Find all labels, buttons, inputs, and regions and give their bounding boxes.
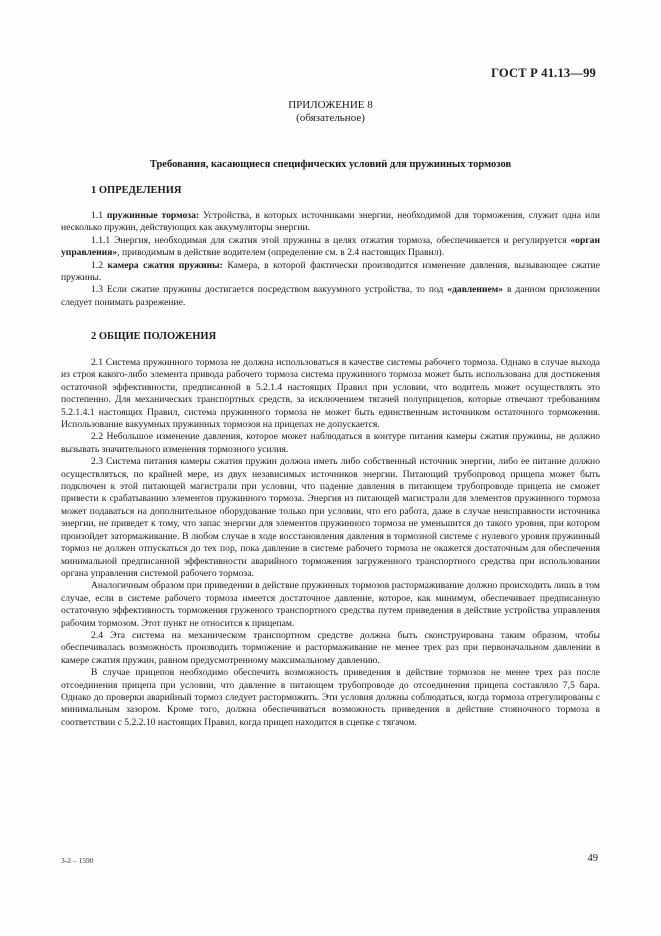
paragraph-number: 1.2	[91, 259, 108, 271]
paragraph-number: 1.1	[91, 210, 107, 221]
body-paragraph: 2.2 Небольшое изменение давления, которое может наблюдаться в контуре питания камеры сжатия пружины, не должно вызывать значительного изменения тормозного усилия.	[61, 431, 600, 455]
definition-paragraph	[61, 210, 600, 235]
term-label: «давлением»	[447, 284, 504, 296]
standard-code: ГОСТ Р 41.13—99	[491, 66, 596, 80]
definition-paragraph	[61, 260, 600, 285]
document-title: Требования, касающиеся специфических условий для пружинных тормозов	[149, 159, 512, 170]
paragraph-text: 1.3 Если сжатие пружины достигается посредством вакуумного устройства, то под	[91, 284, 448, 296]
definition-paragraph	[61, 235, 600, 260]
term-label: «орган управления»	[61, 234, 600, 259]
appendix-subtitle: (обязательное)	[296, 112, 365, 124]
paragraph-text: , приводимым в действие водителем (определение см. в 2.4 настоящих Правил).	[117, 247, 445, 259]
appendix-title: ПРИЛОЖЕНИЕ 8	[288, 99, 373, 111]
section-heading-definitions: 1 ОПРЕДЕЛЕНИЯ	[91, 185, 182, 196]
general-body	[61, 357, 600, 729]
page-number: 49	[587, 853, 598, 864]
print-code: 3-2 – 1590	[61, 856, 94, 865]
body-paragraph: 2.4 Эта система на механическом транспортном средстве должна быть сконструирована таким образом, чтобы обеспечивалась возможность производить торможение и растормаживание не менее трех раз при первоначальном давлении в камере сжатия пружин, равном предусмотренному максимальному давлению.	[61, 629, 600, 666]
body-paragraph: Аналогичным образом при приведении в действие пружинных тормозов растормаживание должно происходить лишь в том случае, если в системе рабочего тормоза имеется достаточное давление, которое, как минимум, обеспечивает предписанную остаточную эффективность торможения груженого транспортного средства путем приведения в действие устройства управления рабочим тормозом. Этот пункт не относится к прицепам.	[61, 580, 600, 629]
term-label: камера сжатия пружины:	[107, 259, 223, 271]
body-paragraph: В случае прицепов необходимо обеспечить возможность приведения в действие тормозов не менее трех раз после отсоединения прицепа при условии, что давление в питающем трубопроводе до отсоединения прицепа составляло 7,5 бара. Однако до проверки аварийный тормоз следует расторможить. Эти условия должны соблюдаться, когда тормоза отрегулированы с минимальным зазором. Кроме того, должна обеспечиваться возможность приведения в действие стояночного тормоза в соответствии с 5.2.2.10 настоящих Правил, когда прицеп находится в сцепке с тягачом.	[61, 667, 600, 728]
appendix-heading	[0, 99, 661, 125]
section-heading-general: 2 ОБЩИЕ ПОЛОЖЕНИЯ	[91, 331, 217, 342]
term-label: пружинные тормоза:	[106, 210, 200, 221]
body-paragraph: 2.3 Система питания камеры сжатия пружин должна иметь либо собственный источник энергии, либо ее питание должно осуществляться, по крайней мере, из двух независимых источников энергии. Питающий трубопровод прицепа может быть подключен к этой питающей магистрали при условии, что падение давления в питающем трубопроводе прицепа не сможет привести к срабатыванию элементов пружинного тормоза. Энергия из питающей магистрали для элементов пружинного тормоза может подаваться на дополнительное оборудование только при условии, что его работа, даже в случае неисправности источника энергии, не приведет к тому, что запас энергии для элементов пружинного тормоза не уменьшится до такого уровня, при котором произойдет затормаживание. В любом случае в ходе восстановления давления в тормозной системе с нулевого уровня пружинный тормоз не должен отпускаться до тех пор, пока давление в системе рабочего тормоза не окажется достаточным для обеспечения минимальной предписанной эффективности аварийного торможения загруженного транспортного средства при использовании органа управления системой рабочего тормоза.	[61, 456, 600, 579]
paragraph-text: Камера, в которой фактически производится изменение давления, вызывающее сжатие пружины.	[61, 259, 601, 284]
body-paragraph: 2.1 Система пружинного тормоза не должна использоваться в качестве системы рабочего тормоза. Однако в случае выхода из строя какого-либо элемента привода рабочего тормоза система пружинного тормоза может быть использована для достижения остаточной эффективности, предписанной в 5.2.1.4 настоящих Правил при условии, что водитель может осуществлять это постепенно. Для механических транспортных средств, за исключением тягачей полуприцепов, которые отвечают требованиям 5.2.1.4.1 настоящих Правил, система пружинного тормоза не может быть единственным источником остаточного торможения. Использование вакуумных пружинных тормозов на прицепах не допускается.	[61, 357, 600, 431]
definitions-body	[61, 210, 600, 309]
paragraph-text: 1.1.1 Энергия, необходимая для сжатия этой пружины в целях отжатия тормоза, обеспечивается и регулируется	[91, 234, 571, 246]
paragraph-text: в данном приложении следует понимать разрежение.	[61, 284, 600, 308]
definition-paragraph	[61, 284, 600, 309]
paragraph-text: Устройства, в которых источниками энергии, необходимой для торможения, служит одна или несколько пружин, действующих как аккумуляторы энергии.	[61, 210, 601, 234]
